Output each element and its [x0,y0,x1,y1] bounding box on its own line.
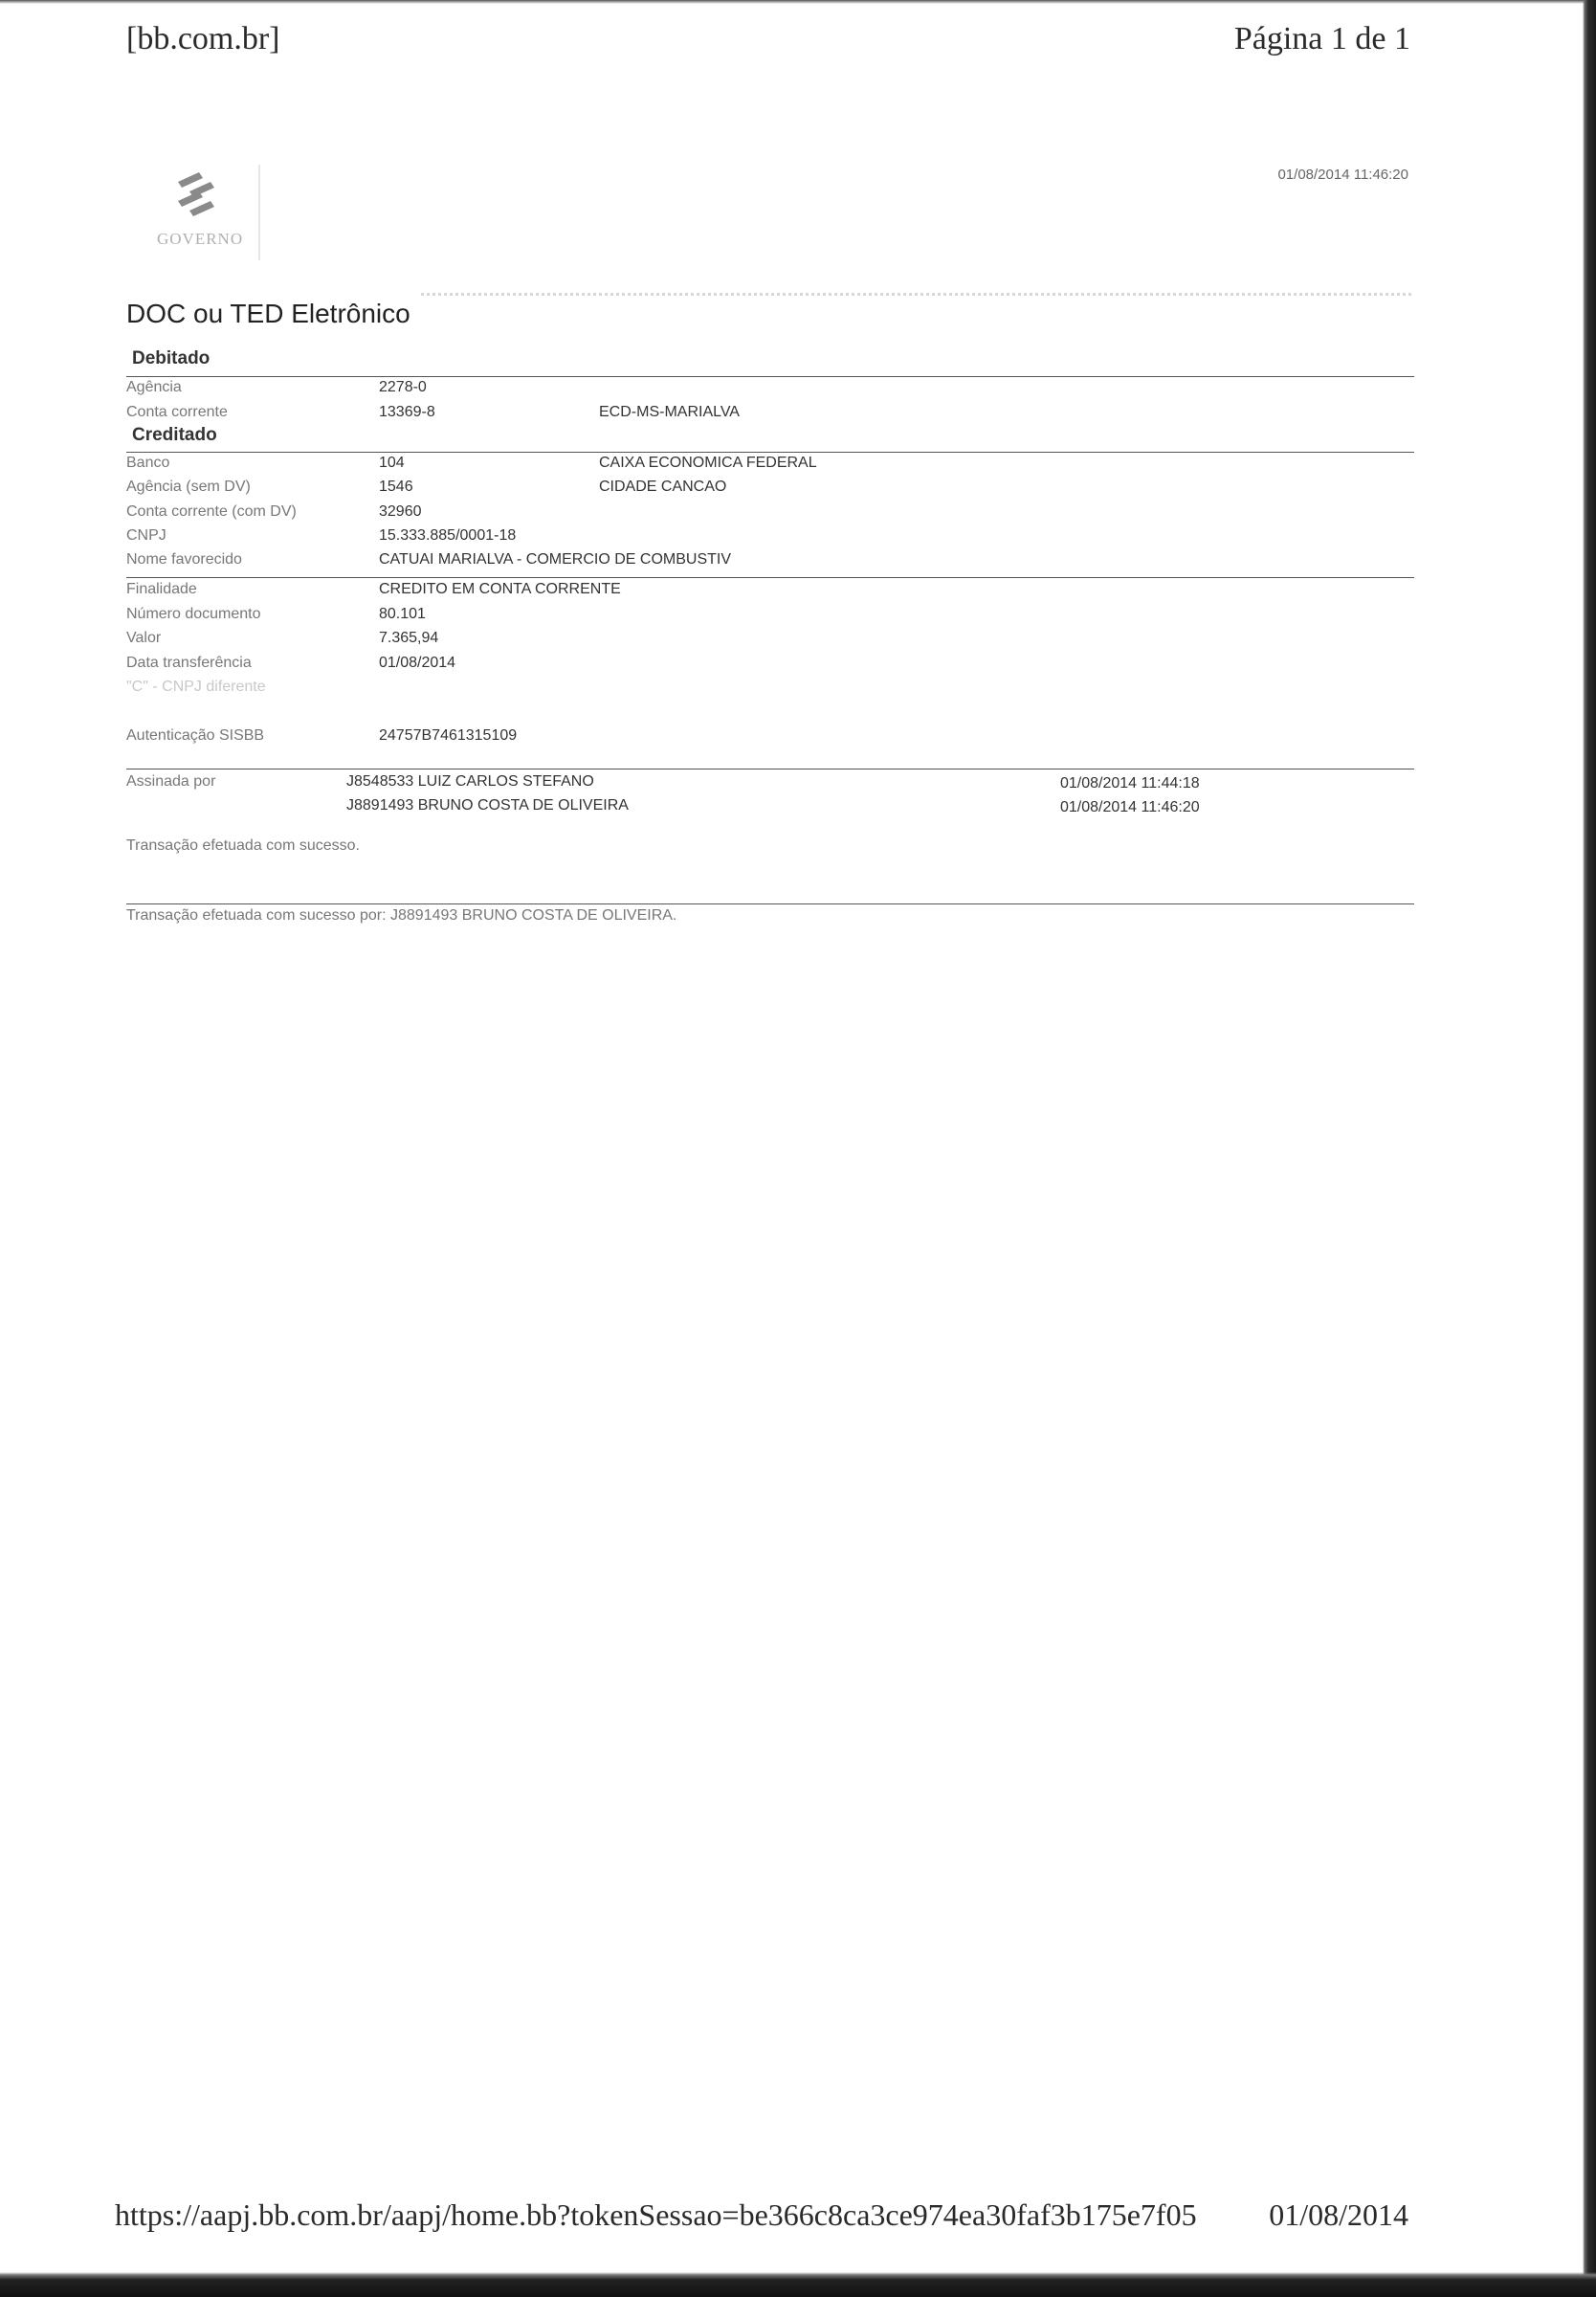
label-documento: Número documento [126,606,261,622]
label-valor: Valor [126,630,162,646]
scan-edge-bottom [0,2272,1596,2297]
value-cnpj: 15.333.885/0001-18 [379,527,517,544]
scan-edge-right [1583,0,1596,2297]
value-banco: 104 [379,455,405,471]
scan-edge-top [0,0,1596,4]
label-finalidade: Finalidade [126,581,197,597]
page-title: DOC ou TED Eletrônico [126,299,410,328]
label-assinada: Assinada por [126,773,216,790]
signer-name: J8891493 BRUNO COSTA DE OLIVEIRA [346,797,629,814]
label-banco: Banco [126,455,170,471]
label-agencia-credito: Agência (sem DV) [126,479,251,495]
signer-date: 01/08/2014 11:44:18 [1060,775,1200,792]
value-documento: 80.101 [379,606,426,622]
label-conta-credito: Conta corrente (com DV) [126,503,297,520]
section-creditado: Creditado [132,425,217,445]
label-cnpj: CNPJ [126,527,166,544]
label-cnpj-diferente: "C" - CNPJ diferente [126,679,266,695]
success-by-message: Transação efetuada com sucesso por: J8891493 BRUNO COSTA DE OLIVEIRA. [126,907,677,924]
label-data-transferencia: Data transferência [126,655,252,671]
signer-name: J8548533 LUIZ CARLOS STEFANO [346,773,594,790]
print-footer-url: https://aapj.bb.com.br/aapj/home.bb?tokenSessao=be366c8ca3ce974ea30faf3b175e7f05 [115,2197,1197,2232]
value-conta-credito: 32960 [379,503,422,520]
bank-logo [134,165,260,260]
print-footer-date: 01/08/2014 [1269,2197,1408,2232]
divider-details [126,577,1414,578]
divider-debitado [126,376,1414,377]
signer-date: 01/08/2014 11:46:20 [1060,799,1200,815]
value-favorecido: CATUAI MARIALVA - COMERCIO DE COMBUSTIV [379,551,732,568]
value-valor: 7.365,94 [379,630,439,646]
document-timestamp: 01/08/2014 11:46:20 [1277,167,1408,183]
label-autenticacao: Autenticação SISBB [126,727,265,744]
value-conta-debito: 13369-8 [379,404,435,420]
label-favorecido: Nome favorecido [126,551,242,568]
print-header-page: Página 1 de 1 [1233,21,1410,56]
value-finalidade: CREDITO EM CONTA CORRENTE [379,581,621,597]
logo-caption: GOVERNO [157,230,244,248]
value-agencia-credito-name: CIDADE CANCAO [599,479,727,495]
divider-creditado [126,452,1414,453]
bb-logo-icon [170,170,222,224]
value-conta-debito-name: ECD-MS-MARIALVA [599,404,740,420]
divider-final [126,903,1414,904]
section-debitado: Debitado [132,348,211,368]
value-banco-name: CAIXA ECONOMICA FEDERAL [599,455,817,471]
title-divider [421,293,1411,296]
label-conta-debito: Conta corrente [126,404,228,420]
success-message: Transação efetuada com sucesso. [126,837,360,854]
print-header-site: [bb.com.br] [126,21,280,56]
label-agencia-debito: Agência [126,379,182,395]
value-autenticacao: 24757B7461315109 [379,727,518,744]
value-data-transferencia: 01/08/2014 [379,655,456,671]
value-agencia-credito: 1546 [379,479,413,495]
value-agencia-debito: 2278-0 [379,379,427,395]
